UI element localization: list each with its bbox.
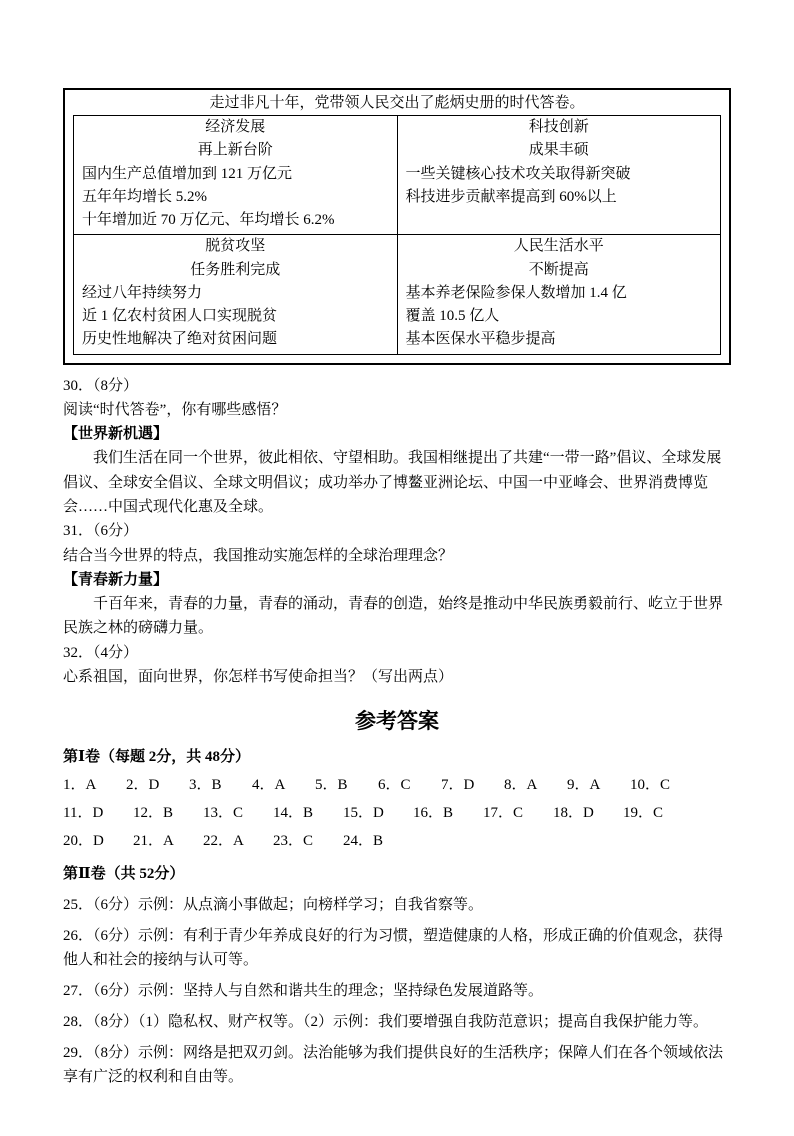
mc-answer: 13．C — [203, 805, 244, 822]
cell-line: 十年增加近 70 万亿元、年均增长 6.2% — [82, 212, 335, 228]
mc-answer: 9．A — [567, 777, 601, 794]
era-report-card — [63, 88, 731, 365]
mc-answer: 11．D — [63, 805, 104, 822]
table-header: 走过非凡十年，党带领人民交出了彪炳史册的时代答卷。 — [209, 95, 585, 111]
mc-answer: 3．B — [189, 777, 222, 794]
mc-answer: 15．D — [343, 805, 384, 822]
cell-title-economy: 经济发展 — [205, 119, 266, 135]
answer-item: 28．（8分）（1）隐私权、财产权等。（2）示例：我们要增强自我防范意识；提高自我保护能力等。 — [63, 1013, 709, 1030]
cell-line: 国内生产总值增加到 121 万亿元 — [82, 165, 293, 182]
mc-answer: 21．A — [133, 832, 174, 849]
mc-answer: 19．C — [623, 805, 664, 822]
answer-item: 26．（6分）示例：有利于青少年养成良好的行为习惯，塑造健康的人格，形成正确的价值观念，获得他人和社会的接纳与认可等。 — [63, 927, 724, 968]
cell-subtitle-economy: 再上新台阶 — [197, 142, 273, 159]
answer-item: 29．（8分）示例：网络是把双刃剑。法治能够为我们提供良好的生活秩序；保障人们在各个领域依法享有广泛的权利和自由等。 — [63, 1044, 724, 1085]
question-32-label: 32．（4分） — [63, 644, 139, 661]
section-world-opportunity-title: 【世界新机遇】 — [63, 426, 169, 443]
mc-answer: 1．A — [63, 777, 97, 794]
mc-answer: 10．C — [630, 777, 671, 794]
table-cell-technology — [397, 116, 721, 235]
section-youth-power-title: 【青春新力量】 — [63, 571, 169, 588]
question-30-text: 阅读“时代答卷”，你有哪些感悟？ — [63, 401, 287, 418]
question-32-text: 心系祖国，面向世界，你怎样书写使命担当？（写出两点） — [63, 669, 454, 686]
mc-answer: 5．B — [315, 777, 348, 794]
part2-header: 第Ⅱ卷（共 52分） — [63, 865, 185, 882]
cell-line: 近 1 亿农村贫困人口实现脱贫 — [82, 308, 278, 324]
mc-answer: 8．A — [504, 777, 538, 794]
cell-line: 基本养老保险参保人数增加 1.4 亿 — [405, 284, 627, 301]
mc-answer-row-2 — [63, 800, 731, 828]
mc-answer: 17．C — [483, 805, 524, 822]
cell-line: 历史性地解决了绝对贫困问题 — [82, 331, 278, 348]
mc-answer: 20．D — [63, 832, 104, 849]
cell-line: 五年年均增长 5.2% — [82, 188, 207, 205]
cell-line: 基本医保水平稳步提高 — [405, 331, 556, 348]
material-paragraph-world: 我们生活在同一个世界，彼此相依、守望相助。我国相继提出了共建“一带一路”倡议、全球发展倡议、全球安全倡议、全球文明倡议；成功举办了博鳌亚洲论坛、中国一中亚峰会、世界消费博览会……中国式现代化惠及全球。 — [63, 450, 722, 515]
mc-answer: 16．B — [413, 805, 454, 822]
question-block — [63, 374, 731, 690]
mc-answer: 23．C — [273, 832, 314, 849]
cell-lines-poverty — [82, 282, 389, 352]
cell-title-poverty: 脱贫攻坚 — [205, 238, 266, 255]
part1-header: 第Ⅰ卷（每题 2分，共 48分） — [63, 749, 251, 766]
table-cell-economy — [74, 116, 398, 235]
question-31-label: 31．（6分） — [63, 523, 139, 540]
cell-lines-livelihood — [406, 282, 713, 352]
question-31-text: 结合当今世界的特点，我国推动实施怎样的全球治理理念？ — [63, 547, 454, 564]
answer-key-title: 参考答案 — [355, 709, 439, 734]
question-30-label: 30．（8分） — [63, 377, 139, 394]
cell-subtitle-livelihood: 不断提高 — [528, 261, 589, 278]
mc-answer: 12．B — [133, 805, 174, 822]
table-cell-livelihood — [397, 235, 721, 354]
material-paragraph-youth: 千百年来，青春的力量，青春的涌动，青春的创造，始终是推动中华民族勇毅前行、屹立于世界民族之林的磅礴力量。 — [63, 596, 724, 637]
era-table-grid — [73, 115, 721, 355]
answer-item: 25．（6分）示例：从点滴小事做起；向榜样学习；自我省察等。 — [63, 896, 484, 913]
mc-answer: 18．D — [553, 805, 594, 822]
mc-answer-row-3 — [63, 828, 731, 856]
mc-answer: 14．B — [273, 805, 314, 822]
table-cell-poverty — [74, 235, 398, 354]
answer-item: 27．（6分）示例：坚持人与自然和谐共生的理念；坚持绿色发展道路等。 — [63, 982, 544, 999]
mc-answer-row-1 — [63, 772, 731, 800]
cell-subtitle-poverty: 任务胜利完成 — [190, 261, 281, 278]
mc-answer: 6．C — [378, 777, 411, 794]
cell-title-technology: 科技创新 — [528, 119, 589, 135]
cell-line: 科技进步贡献率提高到 60%以上 — [405, 188, 617, 205]
cell-line: 覆盖 10.5 亿人 — [405, 308, 500, 324]
mc-answer: 2．D — [126, 777, 160, 794]
cell-title-livelihood: 人民生活水平 — [513, 238, 604, 255]
mc-answer: 22．A — [203, 832, 244, 849]
mc-answer: 24．B — [343, 832, 384, 849]
mc-answer: 4．A — [252, 777, 286, 794]
cell-lines-economy — [82, 163, 389, 233]
cell-line: 一些关键核心技术攻关取得新突破 — [405, 165, 631, 182]
cell-subtitle-technology: 成果丰硕 — [528, 142, 589, 159]
subjective-answers — [63, 893, 731, 1089]
mc-answer: 7．D — [441, 777, 475, 794]
cell-line: 经过八年持续努力 — [82, 284, 203, 301]
cell-lines-technology — [406, 163, 713, 210]
